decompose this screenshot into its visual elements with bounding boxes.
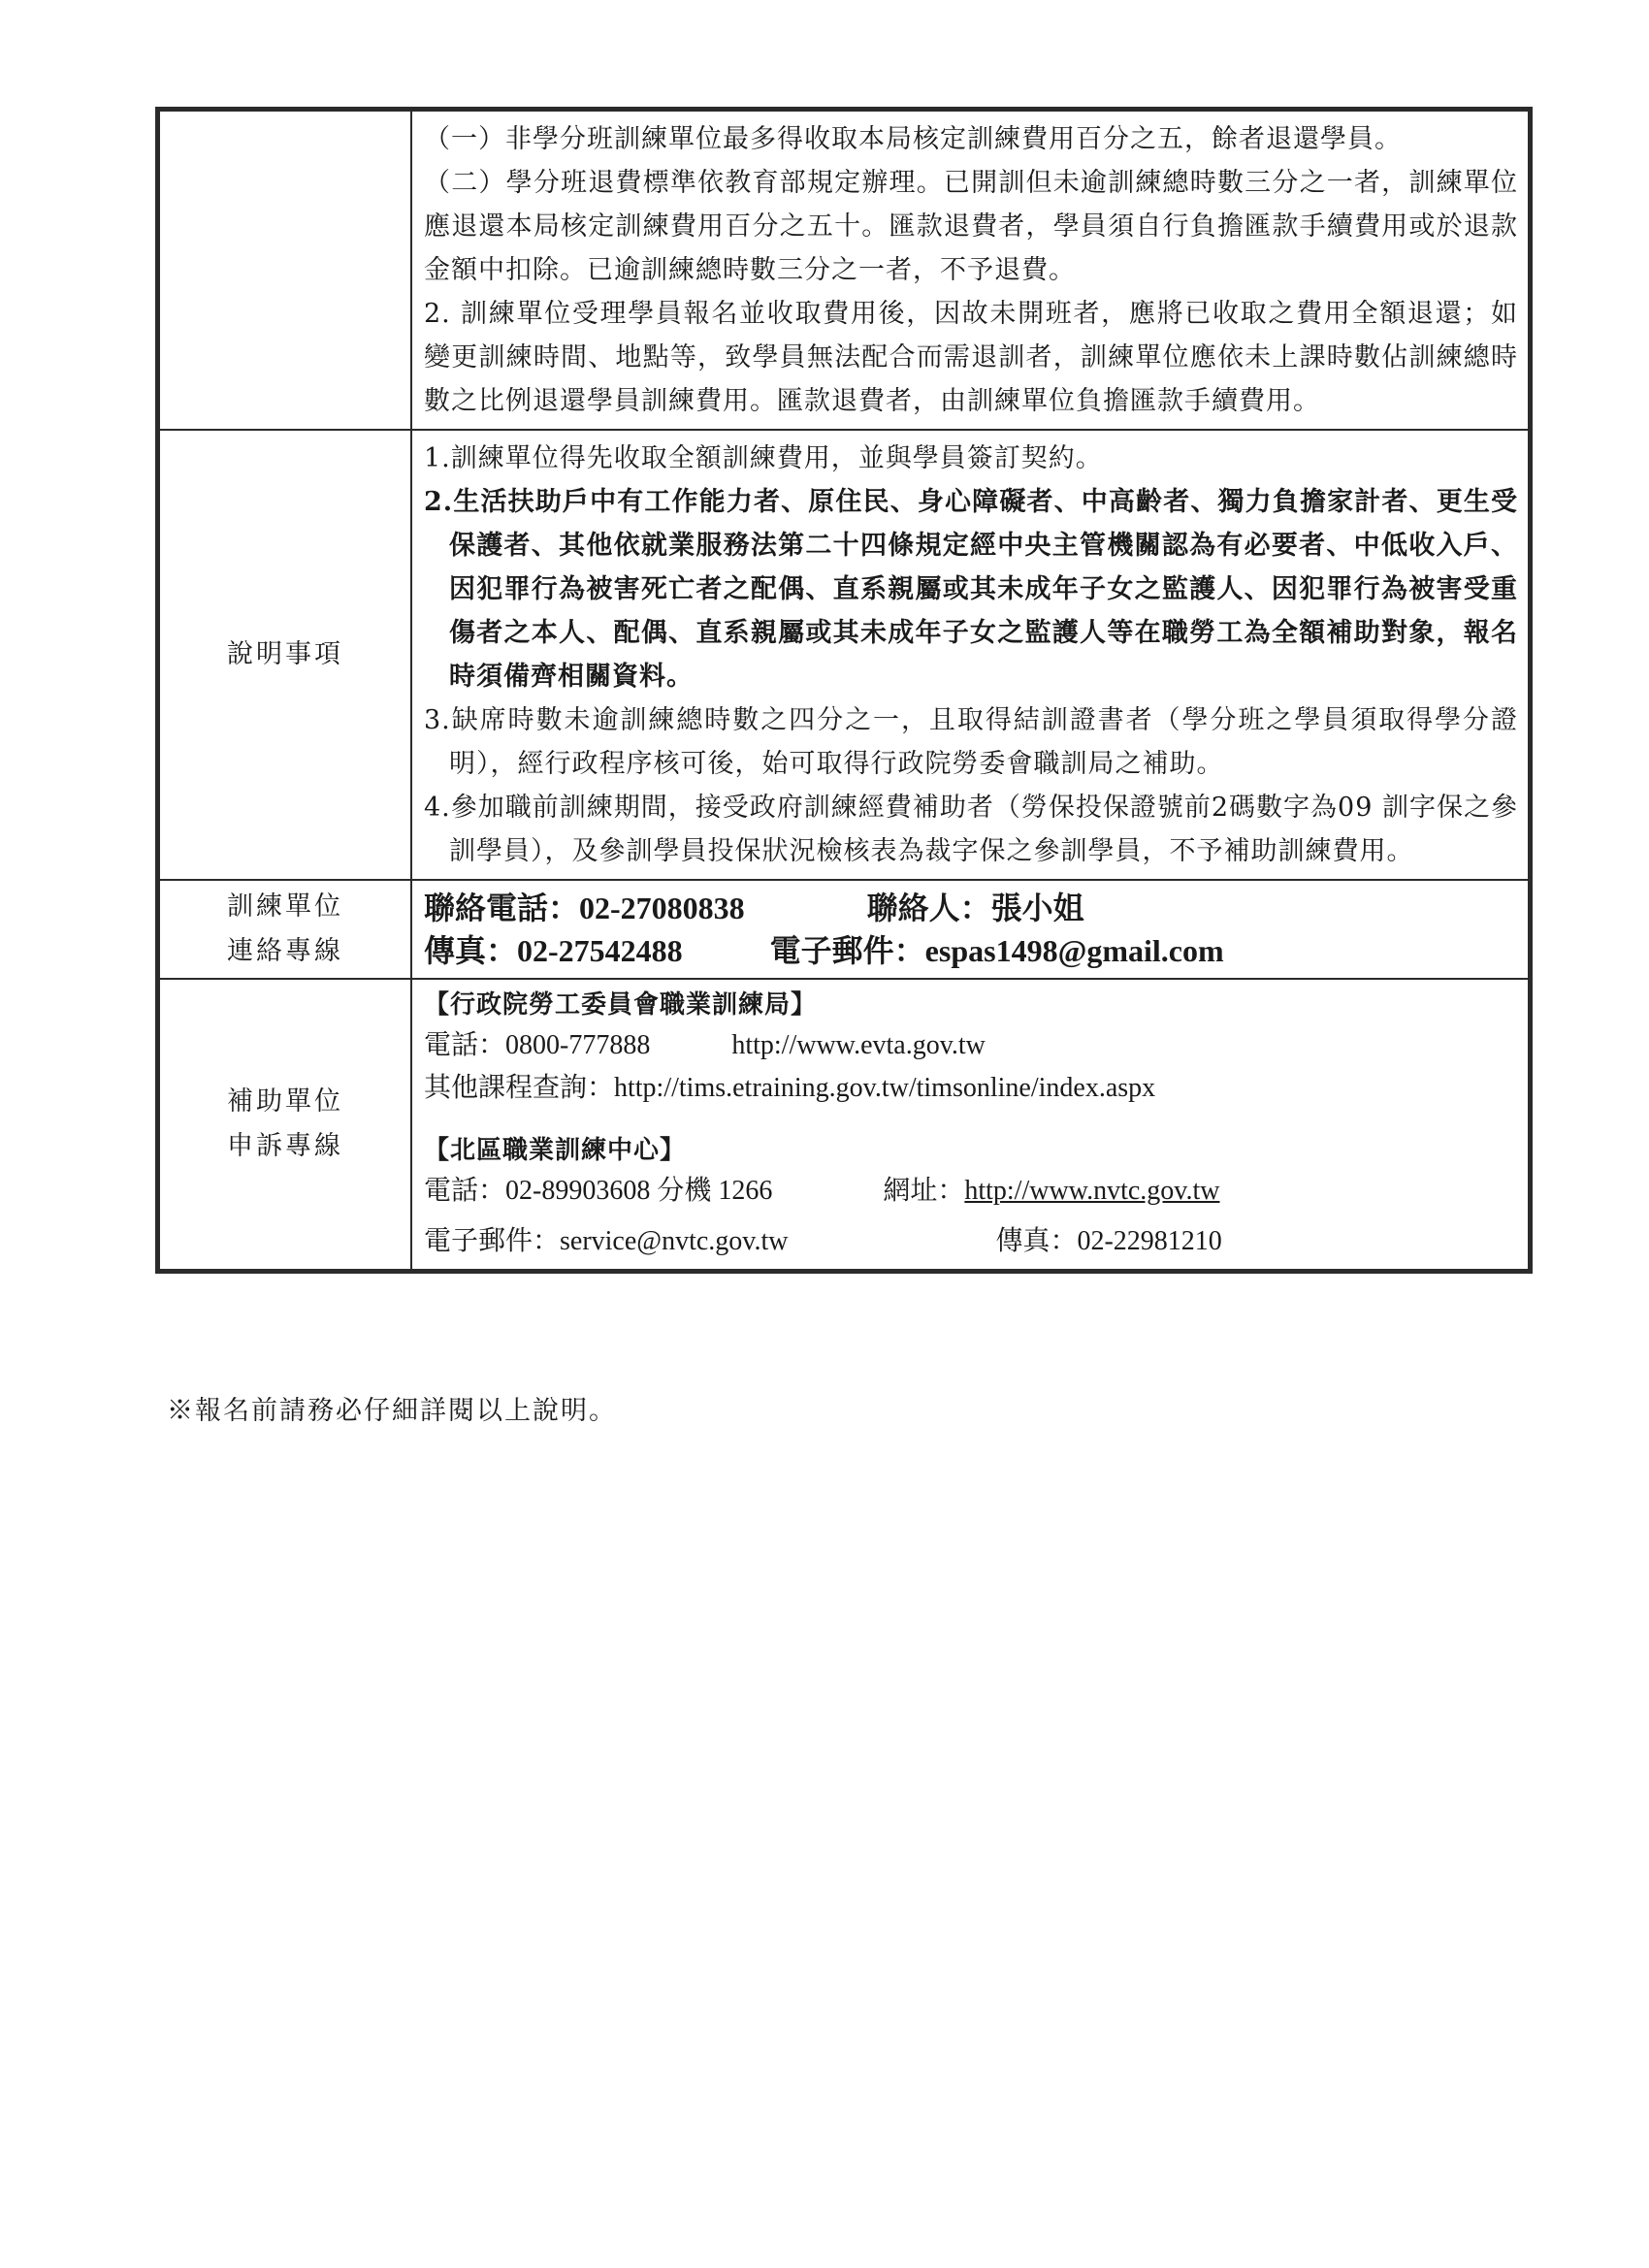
contact-content-cell <box>411 880 1531 979</box>
note-item-3: 3.缺席時數未逾訓練總時數之四分之一，且取得結訓證書者（學分班之學員須取得學分證明），經行政程序核可後，始可取得行政院勞委會職訓局之補助。 <box>424 705 1518 779</box>
refund-label-cell <box>158 110 412 431</box>
contact-row <box>158 880 1531 979</box>
refund-content-cell <box>411 110 1531 431</box>
contact-phone: 聯絡電話：02-27080838 <box>424 891 745 925</box>
org2-site-label: 網址： <box>883 1176 965 1206</box>
org2-site-link[interactable]: http://www.nvtc.gov.tw <box>964 1176 1220 1206</box>
complaint-row <box>158 979 1531 1272</box>
complaint-label-line-2: 申訴專線 <box>227 1131 343 1161</box>
refund-row <box>158 110 1531 431</box>
notes-label: 說明事項 <box>158 430 412 880</box>
contact-label-line-2: 連絡專線 <box>227 936 343 966</box>
contact-email[interactable]: 電子郵件：espas1498@gmail.com <box>769 933 1224 968</box>
refund-item-2: （二）學分班退費標準依教育部規定辦理。已開訓但未逾訓練總時數三分之一者，訓練單位應退還本局核定訓練費用百分之五十。匯款退費者，學員須自行負擔匯款手續費用或於退款金額中扣除。已逾訓練總時數三分之一者，不予退費。 <box>424 168 1518 285</box>
contact-person: 聯絡人：張小姐 <box>866 891 1084 925</box>
contact-fax: 傳真：02-27542488 <box>424 933 683 968</box>
org1-phone: 電話：0800-777888 <box>424 1030 651 1060</box>
note-item-4: 4.參加職前訓練期間，接受政府訓練經費補助者（勞保投保證號前2碼數字為09 訓字保之參訓學員），及參訓學員投保狀況檢核表為裁字保之參訓學員，不予補助訓練費用。 <box>424 793 1518 866</box>
footnote: ※報名前請務必仔細詳閱以上說明。 <box>167 1396 617 1426</box>
contact-label-cell <box>158 880 412 979</box>
complaint-label-cell <box>158 979 412 1272</box>
org1-courses[interactable]: 其他課程查詢：http://tims.etraining.gov.tw/timsonline/index.aspx <box>424 1073 1156 1103</box>
contact-line-2 <box>424 929 1518 972</box>
contact-label-line-1: 訓練單位 <box>227 891 343 922</box>
notes-row <box>158 430 1531 880</box>
notes-content-cell <box>411 430 1531 880</box>
org2-title: 【北區職業訓練中心】 <box>424 1136 687 1165</box>
org2-phone: 電話：02-89903608 分機 1266 <box>424 1176 773 1206</box>
org2-contact-line <box>424 1170 1518 1213</box>
org2-fax: 傳真：02-22981210 <box>995 1226 1222 1256</box>
complaint-content-cell <box>411 979 1531 1272</box>
note-item-2: 2.生活扶助戶中有工作能力者、原住民、身心障礙者、中高齡者、獨力負擔家計者、更生受保護者、其他依就業服務法第二十四條規定經中央主管機關認為有必要者、中低收入戶、因犯罪行為被害死亡者之配偶、直系親屬或其未成年子女之監護人、因犯罪行為被害受重傷者之本人、配偶、直系親屬或其未成年子女之監護人等在職勞工為全額補助對象，報名時須備齊相關資料。 <box>424 487 1518 692</box>
org1-contact-line <box>424 1024 1518 1067</box>
org2-email[interactable]: 電子郵件：service@nvtc.gov.tw <box>424 1226 789 1256</box>
refund-item-3: 2. 訓練單位受理學員報名並收取費用後，因故未開班者，應將已收取之費用全額退還；如變更訓練時間、地點等，致學員無法配合而需退訓者，訓練單位應依未上課時數佔訓練總時數之比例退還學員訓練費用。匯款退費者，由訓練單位負擔匯款手續費用。 <box>424 299 1518 416</box>
contact-line-1 <box>424 887 1518 929</box>
refund-item-1: （一）非學分班訓練單位最多得收取本局核定訓練費用百分之五，餘者退還學員。 <box>424 124 1402 154</box>
org2-email-line <box>424 1220 1518 1263</box>
org1-url[interactable]: http://www.evta.gov.tw <box>731 1030 986 1060</box>
info-table <box>155 107 1533 1274</box>
org1-title: 【行政院勞工委員會職業訓練局】 <box>424 990 818 1020</box>
complaint-label-line-1: 補助單位 <box>227 1086 343 1117</box>
note-item-1: 1.訓練單位得先收取全額訓練費用，並與學員簽訂契約。 <box>424 443 1103 473</box>
